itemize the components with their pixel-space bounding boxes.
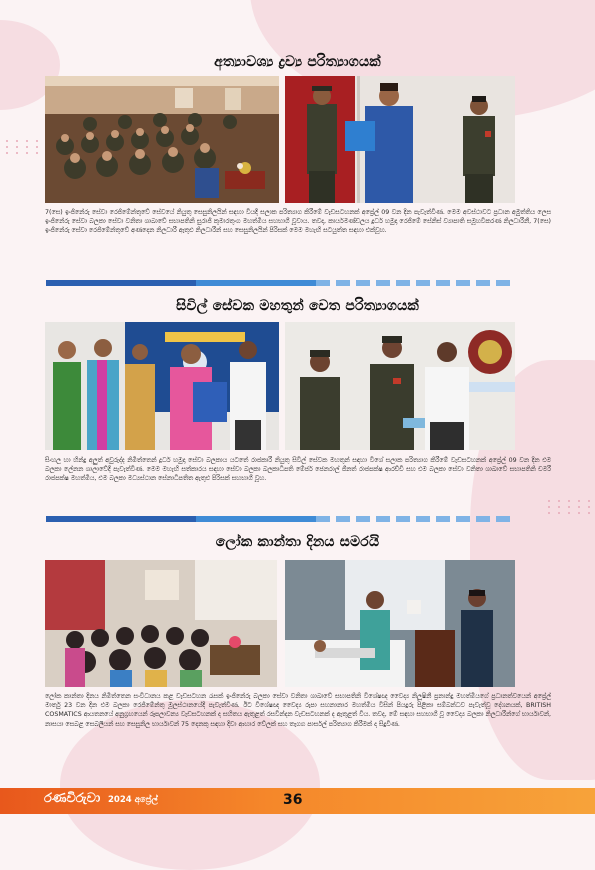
divider-bars-2 — [46, 516, 516, 522]
photo-women-handover — [45, 322, 279, 450]
footer-bar — [0, 788, 595, 814]
photo-audience-soldiers — [45, 76, 279, 203]
divider-bars-1 — [46, 280, 516, 286]
footer-date: 2024 අප්‍රේල් — [108, 795, 158, 805]
section-title-civil-staff: සිවිල් සේවක මහතුන් වෙත පරිත්‍යාගයක් — [176, 298, 419, 314]
photo-gift-handover — [285, 76, 515, 203]
section-paragraph-womens-day: ලෝක කාන්තා දිනය නිමිත්තෙන සංවිධානය කළ වැඩසටහන රැසක් ඉංජිනේරු බලකා සේවා වනිතා ශාඛාවේ සභාපතිනි විශේෂඥ වෛද්‍ය නිලූෂිනී ප්‍රනාන්දු මහත්මියගේ ප්‍රධානත්වයෙන් අප්‍රේල් මාර්තු 23 වන දින එම බලකා රෙජිමේන්තු මූලස්ථානයේදී පැවැත්විණ. ඊට විශේෂඥ වෛද්‍ය රුපා සහනානාර මහත්මිය විසින් පියදුරු පිළිකා සම්බන්ධව පැවැත්වූ දේශනයක්, BRITISH COSMATICS ආයතනයේ අනුග්‍රහයෙන් රූපලාවන්‍ය වැඩසටහනක් ද සහිතය ඇතුළත් රසවින්දන වැඩසටහනක් ද ඇතුළත් විය. තවද, මේ සඳහා සහභාගී වූ වෛද්‍ය බලකා නිලධාරීන්ගේ භාර්යාවන්, නාසයා සෙබළ සෙබලියන් සහ සෙසුනිල භාර්යාවන් 75 දෙනකු සඳහා දිවා ආහාර වේලක් සහ තැගග පාර්සල් පරිත්‍යාග කිරීමක් ද සිදුවිණ. — [45, 693, 551, 728]
footer-logo: රණවිරුවා — [44, 791, 101, 806]
section-title-donation: අත්‍යාවශ්‍ය ද්‍රව්‍ය පරිත්‍යාගයක් — [214, 54, 381, 70]
photo-womens-day-stage — [285, 560, 515, 687]
section-paragraph-civil-staff: සිංහල හා හින්දු අලුත් අවුරුද්ද නිමිත්තෙන් දූර්ධ හමුදා සේවා බලකාය යටතේ රාජකාරී නියුතු සිවිල් සේවක මහතුන් සඳහා විශේ සලාක පරිත්‍යාග කිරීමේ වැඩසටහනක් අප්‍රේල් 09 වන දින එම බලකා ලේනන ශාලාවේදී පැවැත්විණ. මෙම මහැඟි සත්කාරය සඳහා සේවා බලකා බලකාධිපති මේජර් ජෙනරාල් ජීනත් රාජපක්ෂ ආරච්චි සහ එම බලකා සේවා වනිතා ශාඛාවේ සභාපතිනි චමරී රාජපක්ෂ මහත්මිය, එම බලකා මධ්‍යස්ථාන සේනාධිපතිත ඇතුළු පිරිසක් සහභාගී වූහ. — [45, 457, 551, 483]
section-title-womens-day: ලෝක කාන්තා දිනය සමරයි — [215, 534, 380, 550]
page-number: 36 — [283, 792, 303, 808]
photo-officers-handover — [285, 322, 515, 450]
decorative-dots-right — [548, 500, 594, 514]
photo-womens-day-audience — [45, 560, 277, 687]
section-paragraph-donation: 7(සෙ) ඉංජිනේරු සේවා රෙජිමේන්තුවේ සේවයේ නියුතු සෙසුනිලයින් සඳහා වියදී සලාක පරිත්‍යාග කිරීමේ වැඩසටහනක් අප්‍රේල් 09 වන දින පැවැත්විණ. මෙම අවස්ථාවට ප්‍රධාන අමුත්තිය ලෙස ඉංජිනේරු සේවා බලකා සේවා වනිතා ශාඛාවේ සභාපතිනි සුරාජි කුමාරතුංග මහත්මිය සහභාගී වූවාය. තවද, කාර්යමණ්ඩලය දූර්ධ හමුදා රෙජිමේ සේනිස් ව්‍යාපාති සමූහවිකරණ නිලධාරීනී, 7(සෙ) ඉංජිනේරු සේවා රෙජිමේන්තුවේ අණදෙන නිලධාරී ඇතුළු නිලධාරීන් සහ සෙසුනිලයින් පිරිසක් මෙම මහැඟි සටයුත්ත සඳහා එක්වූහ. — [45, 209, 551, 235]
